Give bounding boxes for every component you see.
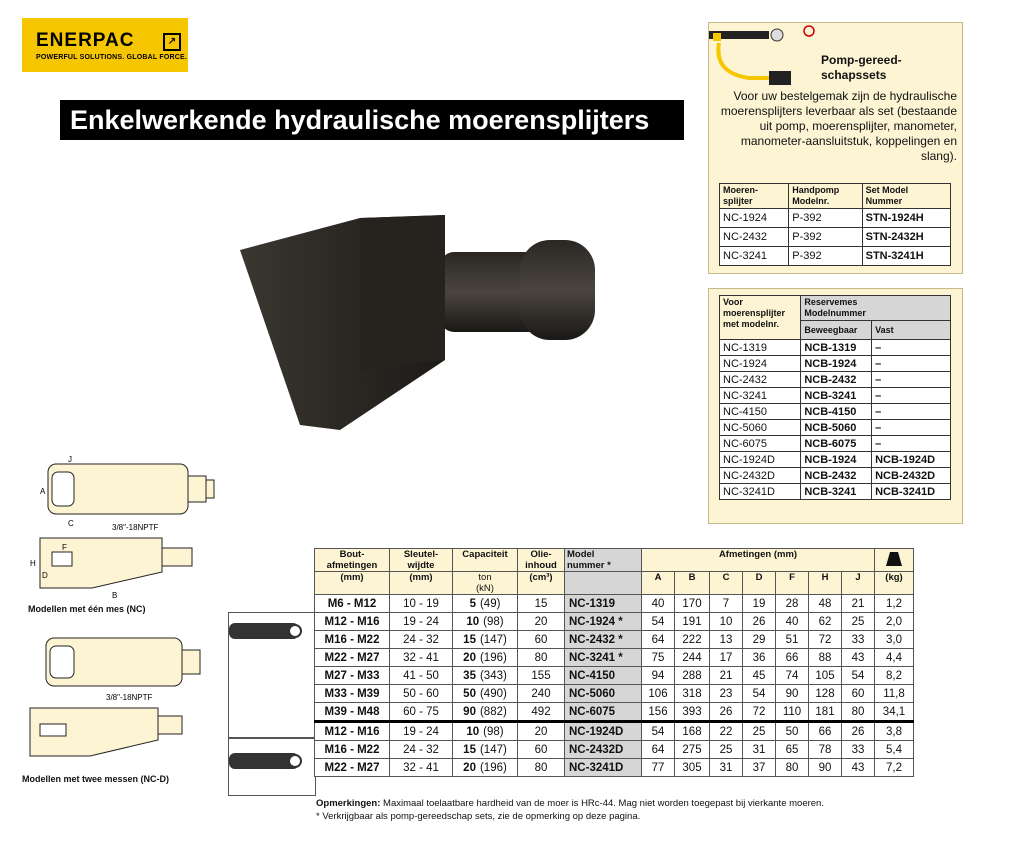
- spec-cell: NC-6075: [565, 703, 642, 722]
- capacity-kn: (147): [479, 633, 507, 646]
- header-capacity-unit: ton (kN): [453, 572, 518, 595]
- spec-cell: 1,2: [875, 595, 914, 613]
- spec-cell: 80: [776, 759, 809, 777]
- blade-cell: NCB-3241D: [872, 484, 951, 500]
- capacity-ton: 50: [463, 687, 476, 700]
- spec-cell: 77: [642, 759, 675, 777]
- set-panel-description: Voor uw bestelgemak zijn de hydraulische moerensplijters leverbaar als set (bestaande uit pomp, moerensplijter, manometer, manometer-aansluitstuk, koppelingen en slang).: [720, 89, 957, 163]
- set-cell: STN-2432H: [862, 228, 950, 247]
- table-row: [720, 209, 951, 228]
- caption-single-blade: Modellen met één mes (NC): [28, 604, 146, 614]
- blade-cell: –: [872, 404, 951, 420]
- nc-tool-panel: [228, 612, 316, 738]
- spec-cell: NC-1924 *: [565, 613, 642, 631]
- blade-cell: NCB-6075: [801, 436, 872, 452]
- set-cell: P-392: [789, 209, 862, 228]
- blade-cell: NCB-2432: [801, 468, 872, 484]
- spec-cell: 33: [842, 741, 875, 759]
- spec-cell: 3,0: [875, 631, 914, 649]
- blade-cell: –: [872, 356, 951, 372]
- spec-cell: 45: [743, 667, 776, 685]
- header-dim-b: B: [675, 572, 710, 595]
- capacity-kn: (490): [479, 687, 507, 700]
- table-row: [720, 436, 951, 452]
- blade-cell: NC-3241: [720, 388, 801, 404]
- spec-cell: 19: [743, 595, 776, 613]
- set-cell: P-392: [789, 247, 862, 266]
- blade-cell: NCB-2432D: [872, 468, 951, 484]
- header-model-blank: [565, 572, 642, 595]
- spec-cell: 168: [675, 722, 710, 741]
- table-row: [720, 404, 951, 420]
- spec-cell: 80: [518, 759, 565, 777]
- ncd-tool-icon: [229, 739, 315, 779]
- blade-cell: NC-2432: [720, 372, 801, 388]
- capacity-kn: (98): [483, 615, 504, 628]
- header-weight-unit: (kg): [875, 572, 914, 595]
- spec-cell: 15: [518, 595, 565, 613]
- spec-cell: 156: [642, 703, 675, 722]
- spec-cell: 33: [842, 631, 875, 649]
- spec-cell: 11,8: [875, 685, 914, 703]
- spec-cell: 288: [675, 667, 710, 685]
- spec-cell: M12 - M16: [315, 722, 390, 741]
- capacity-cell: [453, 722, 518, 741]
- blade-cell: –: [872, 420, 951, 436]
- set-cell: NC-3241: [720, 247, 789, 266]
- spec-cell: 5,4: [875, 741, 914, 759]
- spec-cell: 64: [642, 631, 675, 649]
- spec-cell: 10: [710, 613, 743, 631]
- spec-cell: NC-2432D: [565, 741, 642, 759]
- dim-c-label: C: [68, 519, 74, 528]
- blade-cell: NCB-3241: [801, 484, 872, 500]
- header-dim-c: C: [710, 572, 743, 595]
- spec-cell: 74: [776, 667, 809, 685]
- ncd-side-diagram: [10, 700, 210, 772]
- spec-cell: M33 - M39: [315, 685, 390, 703]
- spec-cell: 7: [710, 595, 743, 613]
- spec-cell: NC-1319: [565, 595, 642, 613]
- spec-cell: 492: [518, 703, 565, 722]
- table-row: [720, 420, 951, 436]
- spec-cell: 66: [776, 649, 809, 667]
- spec-cell: 41 - 50: [390, 667, 453, 685]
- table-row: [720, 228, 951, 247]
- blade-cell: NCB-1924: [801, 452, 872, 468]
- logo-tagline: POWERFUL SOLUTIONS. GLOBAL FORCE.: [36, 54, 188, 61]
- header-bolt-unit: (mm): [315, 572, 390, 595]
- spec-cell: 43: [842, 759, 875, 777]
- set-cell: P-392: [789, 228, 862, 247]
- spec-cell: 106: [642, 685, 675, 703]
- specifications-table: [314, 548, 914, 777]
- set-cell: NC-2432: [720, 228, 789, 247]
- set-cell: STN-3241H: [862, 247, 950, 266]
- header-wrench: [390, 549, 453, 572]
- blade-cell: –: [872, 388, 951, 404]
- notes: [316, 797, 824, 823]
- table-row: [315, 649, 914, 667]
- spec-cell: 21: [842, 595, 875, 613]
- blade-header-movable: Beweegbaar: [801, 321, 872, 340]
- spec-cell: 25: [710, 741, 743, 759]
- nc-tool-icon: [229, 613, 315, 653]
- blade-cell: NCB-4150: [801, 404, 872, 420]
- spec-cell: 181: [809, 703, 842, 722]
- ncd-tool-panel: [228, 738, 316, 796]
- header-model: [565, 549, 642, 572]
- header-dim-d: D: [743, 572, 776, 595]
- notes-line-2: * Verkrijgbaar als pomp-gereedschap sets, zie de opmerking op deze pagina.: [316, 811, 641, 822]
- spec-cell: 23: [710, 685, 743, 703]
- blade-cell: –: [872, 372, 951, 388]
- spec-cell: 90: [809, 759, 842, 777]
- spec-cell: 25: [743, 722, 776, 741]
- spec-cell: 393: [675, 703, 710, 722]
- spec-cell: 13: [710, 631, 743, 649]
- spec-cell: 72: [743, 703, 776, 722]
- capacity-ton: 35: [463, 669, 476, 682]
- spec-cell: 24 - 32: [390, 631, 453, 649]
- spec-cell: 22: [710, 722, 743, 741]
- caption-double-blade: Modellen met twee messen (NC-D): [22, 774, 170, 784]
- spec-cell: 43: [842, 649, 875, 667]
- blade-header-fixed: Vast: [872, 321, 951, 340]
- blade-cell: NC-1319: [720, 340, 801, 356]
- spec-cell: 110: [776, 703, 809, 722]
- spec-cell: 222: [675, 631, 710, 649]
- spec-cell: 24 - 32: [390, 741, 453, 759]
- spec-cell: 54: [743, 685, 776, 703]
- spec-cell: 19 - 24: [390, 722, 453, 741]
- spec-cell: 26: [743, 613, 776, 631]
- dim-a-label: A: [40, 487, 46, 496]
- table-row: [315, 759, 914, 777]
- header-bolt: [315, 549, 390, 572]
- blade-cell: NC-2432D: [720, 468, 801, 484]
- spec-cell: 37: [743, 759, 776, 777]
- blade-cell: –: [872, 340, 951, 356]
- header-model-text: Model nummer *: [567, 549, 611, 571]
- dim-f-label: F: [62, 543, 67, 552]
- header-dim-j: J: [842, 572, 875, 595]
- capacity-ton: 20: [463, 651, 476, 664]
- thread-label-2: 3/8"-18NPTF: [106, 693, 153, 702]
- spec-cell: 240: [518, 685, 565, 703]
- set-header-pump: Handpomp Modelnr.: [789, 184, 862, 209]
- spec-cell: 20: [518, 613, 565, 631]
- page-title: Enkelwerkende hydraulische moerensplijters: [60, 100, 684, 140]
- capacity-cell: [453, 703, 518, 722]
- dim-h-label: H: [30, 559, 36, 568]
- replacement-blades-panel: [708, 288, 963, 524]
- spec-cell: NC-3241 *: [565, 649, 642, 667]
- spec-cell: 105: [809, 667, 842, 685]
- table-row: [720, 340, 951, 356]
- capacity-ton: 15: [463, 633, 476, 646]
- capacity-cell: [453, 741, 518, 759]
- header-dimensions: Afmetingen (mm): [642, 549, 875, 572]
- capacity-cell: [453, 631, 518, 649]
- capacity-ton: 20: [463, 761, 476, 774]
- header-wrench-text: Sleutel- wijdte: [403, 549, 439, 571]
- header-oil-unit: (cm³): [518, 572, 565, 595]
- capacity-cell: [453, 595, 518, 613]
- set-panel-title: Pomp-gereed- schapssets: [821, 53, 902, 82]
- header-oil: [518, 549, 565, 572]
- table-row: [720, 452, 951, 468]
- spec-cell: 19 - 24: [390, 613, 453, 631]
- spec-cell: 60: [518, 741, 565, 759]
- capacity-ton: 10: [466, 725, 480, 738]
- capacity-kn: (147): [479, 743, 507, 756]
- blade-cell: NC-1924: [720, 356, 801, 372]
- logo-mark-icon: ↗: [163, 33, 181, 51]
- spec-cell: 31: [743, 741, 776, 759]
- spec-cell: 318: [675, 685, 710, 703]
- spec-cell: NC-3241D: [565, 759, 642, 777]
- capacity-kn: (343): [479, 669, 507, 682]
- spec-cell: 64: [642, 741, 675, 759]
- spec-cell: 54: [642, 722, 675, 741]
- table-row: [315, 667, 914, 685]
- spec-cell: 191: [675, 613, 710, 631]
- capacity-ton: 15: [463, 743, 476, 756]
- blade-cell: –: [872, 436, 951, 452]
- blade-header-model: Voor moerensplijter met modelnr.: [720, 296, 801, 340]
- spec-cell: 7,2: [875, 759, 914, 777]
- table-row: [720, 356, 951, 372]
- spec-cell: 50 - 60: [390, 685, 453, 703]
- capacity-kn: (49): [479, 597, 501, 610]
- capacity-cell: [453, 613, 518, 631]
- header-dim-h: H: [809, 572, 842, 595]
- spec-cell: 155: [518, 667, 565, 685]
- spec-cell: 275: [675, 741, 710, 759]
- spec-cell: M16 - M22: [315, 741, 390, 759]
- table-row: [315, 703, 914, 722]
- table-row: [315, 595, 914, 613]
- spec-cell: 54: [842, 667, 875, 685]
- blade-cell: NCB-2432: [801, 372, 872, 388]
- set-cell: STN-1924H: [862, 209, 950, 228]
- thread-label: 3/8"-18NPTF: [112, 523, 159, 532]
- blade-cell: NCB-3241: [801, 388, 872, 404]
- spec-cell: 51: [776, 631, 809, 649]
- logo-brand: ENERPAC: [36, 30, 135, 51]
- table-row: [315, 741, 914, 759]
- blade-cell: NCB-5060: [801, 420, 872, 436]
- blade-cell: NC-1924D: [720, 452, 801, 468]
- set-header-model: Set Model Nummer: [862, 184, 950, 209]
- spec-cell: 3,8: [875, 722, 914, 741]
- pump-set-icon: [709, 23, 819, 91]
- spec-cell: 34,1: [875, 703, 914, 722]
- spec-cell: 66: [809, 722, 842, 741]
- spec-cell: 75: [642, 649, 675, 667]
- capacity-cell: [453, 759, 518, 777]
- nc-side-diagram: [22, 530, 212, 602]
- spec-cell: 80: [518, 649, 565, 667]
- notes-label: Opmerkingen:: [316, 798, 381, 809]
- spec-cell: 28: [776, 595, 809, 613]
- spec-cell: 20: [518, 722, 565, 741]
- spec-cell: M27 - M33: [315, 667, 390, 685]
- spec-cell: 25: [842, 613, 875, 631]
- capacity-ton: 10: [466, 615, 480, 628]
- spec-cell: 8,2: [875, 667, 914, 685]
- set-table: [719, 183, 951, 266]
- table-row: [720, 468, 951, 484]
- spec-cell: NC-1924D: [565, 722, 642, 741]
- table-row: [315, 722, 914, 741]
- header-wrench-unit: (mm): [390, 572, 453, 595]
- table-row: [720, 247, 951, 266]
- capacity-ton: 5: [469, 597, 476, 610]
- table-row: [720, 484, 951, 500]
- nut-splitter-photo: [230, 210, 610, 440]
- set-cell: NC-1924: [720, 209, 789, 228]
- spec-cell: M12 - M16: [315, 613, 390, 631]
- blade-table: [719, 295, 951, 500]
- spec-cell: M6 - M12: [315, 595, 390, 613]
- header-dim-a: A: [642, 572, 675, 595]
- capacity-cell: [453, 667, 518, 685]
- spec-cell: 305: [675, 759, 710, 777]
- header-bolt-text: Bout- afmetingen: [326, 549, 378, 571]
- table-row: [315, 685, 914, 703]
- dim-j-label: J: [68, 455, 72, 464]
- enerpac-logo: [22, 18, 188, 72]
- spec-cell: 32 - 41: [390, 649, 453, 667]
- spec-cell: 80: [842, 703, 875, 722]
- spec-cell: 94: [642, 667, 675, 685]
- header-capacity: Capaciteit: [453, 549, 518, 572]
- dim-d-label: D: [42, 571, 48, 580]
- spec-cell: 2,0: [875, 613, 914, 631]
- spec-cell: 32 - 41: [390, 759, 453, 777]
- header-oil-text: Olie- inhoud: [525, 549, 557, 571]
- spec-cell: M22 - M27: [315, 759, 390, 777]
- spec-cell: 17: [710, 649, 743, 667]
- capacity-cell: [453, 649, 518, 667]
- blade-header-group: Reservemes Modelnummer: [801, 296, 951, 321]
- spec-cell: 26: [842, 722, 875, 741]
- blade-cell: NCB-1319: [801, 340, 872, 356]
- spec-cell: 36: [743, 649, 776, 667]
- spec-cell: 21: [710, 667, 743, 685]
- spec-cell: 60 - 75: [390, 703, 453, 722]
- blade-cell: NC-3241D: [720, 484, 801, 500]
- spec-cell: 40: [642, 595, 675, 613]
- spec-cell: 60: [842, 685, 875, 703]
- set-header-splitter: Moeren- splijter: [720, 184, 789, 209]
- pump-tool-sets-panel: [708, 22, 963, 274]
- spec-cell: 26: [710, 703, 743, 722]
- blade-cell: NC-6075: [720, 436, 801, 452]
- spec-cell: M22 - M27: [315, 649, 390, 667]
- spec-cell: 65: [776, 741, 809, 759]
- spec-cell: 50: [776, 722, 809, 741]
- spec-cell: 244: [675, 649, 710, 667]
- spec-cell: NC-2432 *: [565, 631, 642, 649]
- capacity-kn: (98): [483, 725, 504, 738]
- spec-cell: 128: [809, 685, 842, 703]
- spec-cell: 60: [518, 631, 565, 649]
- weight-icon: [875, 549, 914, 572]
- spec-cell: 4,4: [875, 649, 914, 667]
- spec-cell: M16 - M22: [315, 631, 390, 649]
- blade-cell: NC-5060: [720, 420, 801, 436]
- spec-cell: 78: [809, 741, 842, 759]
- capacity-kn: (196): [479, 651, 507, 664]
- spec-cell: 72: [809, 631, 842, 649]
- dim-b-label: B: [112, 591, 118, 600]
- table-row: [315, 631, 914, 649]
- spec-cell: 54: [642, 613, 675, 631]
- capacity-kn: (882): [479, 705, 507, 718]
- spec-cell: 48: [809, 595, 842, 613]
- spec-cell: M39 - M48: [315, 703, 390, 722]
- capacity-kn: (196): [479, 761, 507, 774]
- spec-cell: 62: [809, 613, 842, 631]
- blade-cell: NCB-1924D: [872, 452, 951, 468]
- header-dim-f: F: [776, 572, 809, 595]
- spec-cell: 29: [743, 631, 776, 649]
- spec-cell: 90: [776, 685, 809, 703]
- blade-cell: NCB-1924: [801, 356, 872, 372]
- spec-cell: 31: [710, 759, 743, 777]
- spec-cell: 10 - 19: [390, 595, 453, 613]
- spec-cell: 40: [776, 613, 809, 631]
- notes-line-1: [316, 797, 824, 810]
- spec-cell: NC-4150: [565, 667, 642, 685]
- notes-text-1: Maximaal toelaatbare hardheid van de moer is HRc-44. Mag niet worden toegepast bij vierkante moeren.: [380, 798, 824, 809]
- capacity-cell: [453, 685, 518, 703]
- blade-cell: NC-4150: [720, 404, 801, 420]
- spec-cell: NC-5060: [565, 685, 642, 703]
- table-row: [315, 613, 914, 631]
- spec-cell: 170: [675, 595, 710, 613]
- spec-cell: 88: [809, 649, 842, 667]
- table-row: [720, 388, 951, 404]
- capacity-ton: 90: [463, 705, 476, 718]
- table-row: [720, 372, 951, 388]
